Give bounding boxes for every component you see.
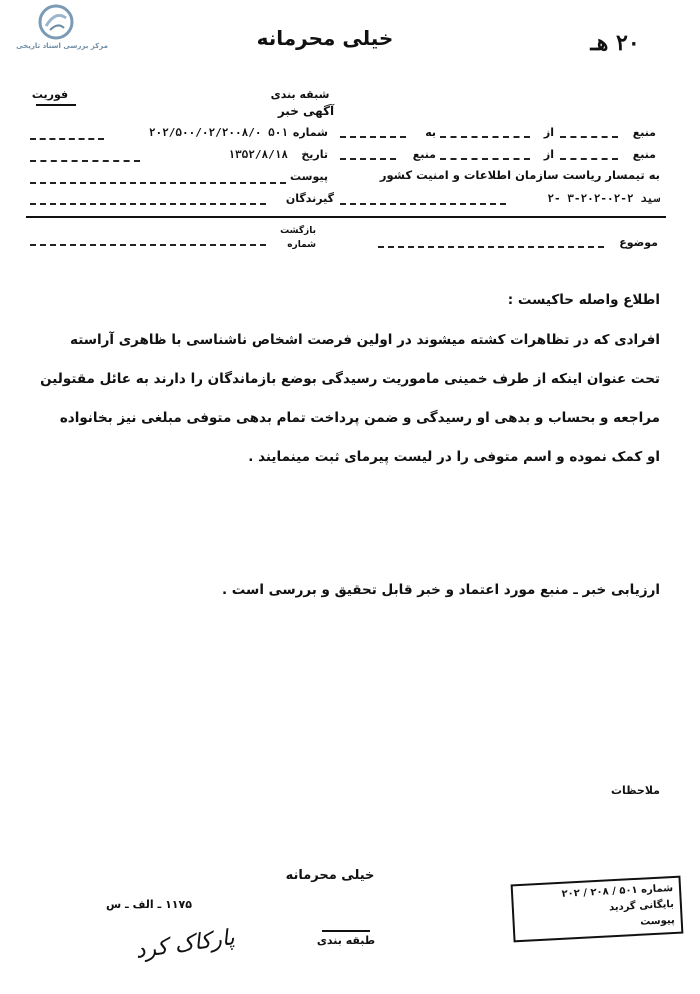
source-dots-3	[340, 136, 406, 138]
category-bottom: طبقه بندی	[316, 934, 376, 947]
to-label-2: منبع	[412, 148, 436, 161]
salutation: اطلاع واصله حاکیست :	[507, 292, 660, 308]
subject-label: موضوع	[619, 236, 658, 249]
to-label-1: به	[425, 126, 436, 139]
recipients-dots	[30, 203, 266, 205]
archive-logo-icon	[38, 4, 74, 40]
source-dots-2	[440, 136, 530, 138]
post-label: پیوست	[290, 170, 328, 183]
date-label: تاریخ	[301, 148, 328, 161]
urgency-underline	[36, 104, 76, 106]
source-label: منبع	[632, 126, 656, 139]
category-bottom-underline	[322, 930, 370, 932]
document-code: ۱۱۷۵ ـ الف ـ س	[106, 898, 192, 911]
stamp-line-1: شماره ۵۰۱ / ۲۰۸ / ۲۰۲	[561, 883, 674, 900]
archive-stamp	[511, 876, 684, 943]
recipient: به تیمسار ریاست سازمان اطلاعات و امنیت کشور	[379, 168, 660, 182]
reply-number-label: شماره	[287, 240, 316, 250]
header-rule	[26, 216, 666, 218]
body-line-2: تحت عنوان اینکه از طرف خمینی ماموریت رسیدگی بوضع بازماندگان را دارند به عائل مقتولین	[40, 371, 660, 387]
from-label-1: از	[543, 126, 554, 139]
reply-label: بازگشت	[280, 226, 316, 236]
date-dots	[30, 160, 140, 162]
source-of-dots-2	[440, 158, 530, 160]
source-of-label: منبع	[632, 148, 656, 161]
category-value: آگهی خبر	[277, 104, 335, 118]
classification-bottom: خیلی محرمانه	[285, 868, 375, 883]
body-line-3: مراجعه و بحساب و بدهی او رسیدگی و ضمن پرداخت تمام بدهی متوفی مبلغی نیز بخانواده	[59, 410, 660, 426]
urgency-label: فوریت	[31, 88, 69, 101]
evaluation: ارزیابی خبر ـ منبع مورد اعتماد و خبر قابل تحقیق و بررسی است .	[221, 582, 660, 598]
page-number: ۲۰ هـ	[590, 30, 640, 56]
source-dots-1	[560, 136, 618, 138]
subject-dots	[378, 246, 604, 248]
stamp-line-2: بایگانی گردید	[608, 898, 675, 914]
number-value: ۲۰۲/۵۰۰/۰۲/۲۰۰۸/۰ ۵۰۱	[148, 126, 288, 139]
date-value: ۱۳۵۲/۸/۱۸	[228, 148, 288, 161]
notes-label: ملاحظات	[611, 784, 660, 797]
reply-dots	[30, 244, 266, 246]
source-of-dots-1	[560, 158, 618, 160]
number-label: شماره	[292, 126, 328, 139]
category-label: شبقه بندی	[270, 88, 330, 101]
ref-dots	[340, 203, 506, 205]
signature: پارکاک کرد	[133, 925, 237, 964]
recipients-label: گیرندگان	[285, 192, 334, 205]
logo	[6, 4, 118, 54]
stamp-line-3: پیوست	[639, 914, 675, 928]
body-line-4: او کمک نموده و اسم متوفی را در لیست پیرمای ثبت مینمایند .	[248, 449, 660, 465]
post-dots	[30, 182, 286, 184]
body-line-1: افرادی که در تظاهرات کشته میشوند در اولین فرصت اشخاص ناشناسی با ظاهری آراسته	[70, 332, 660, 348]
logo-caption: مرکز بررسی اسناد تاریخی	[16, 42, 108, 50]
source-of-dots-3	[340, 158, 396, 160]
from-label-2: از	[543, 148, 554, 161]
classification-title: خیلی محرمانه	[256, 26, 394, 50]
number-dots	[30, 138, 104, 140]
ref-value: ۲- سید ۲-۰۲-۲۰۲-۳	[547, 192, 660, 205]
